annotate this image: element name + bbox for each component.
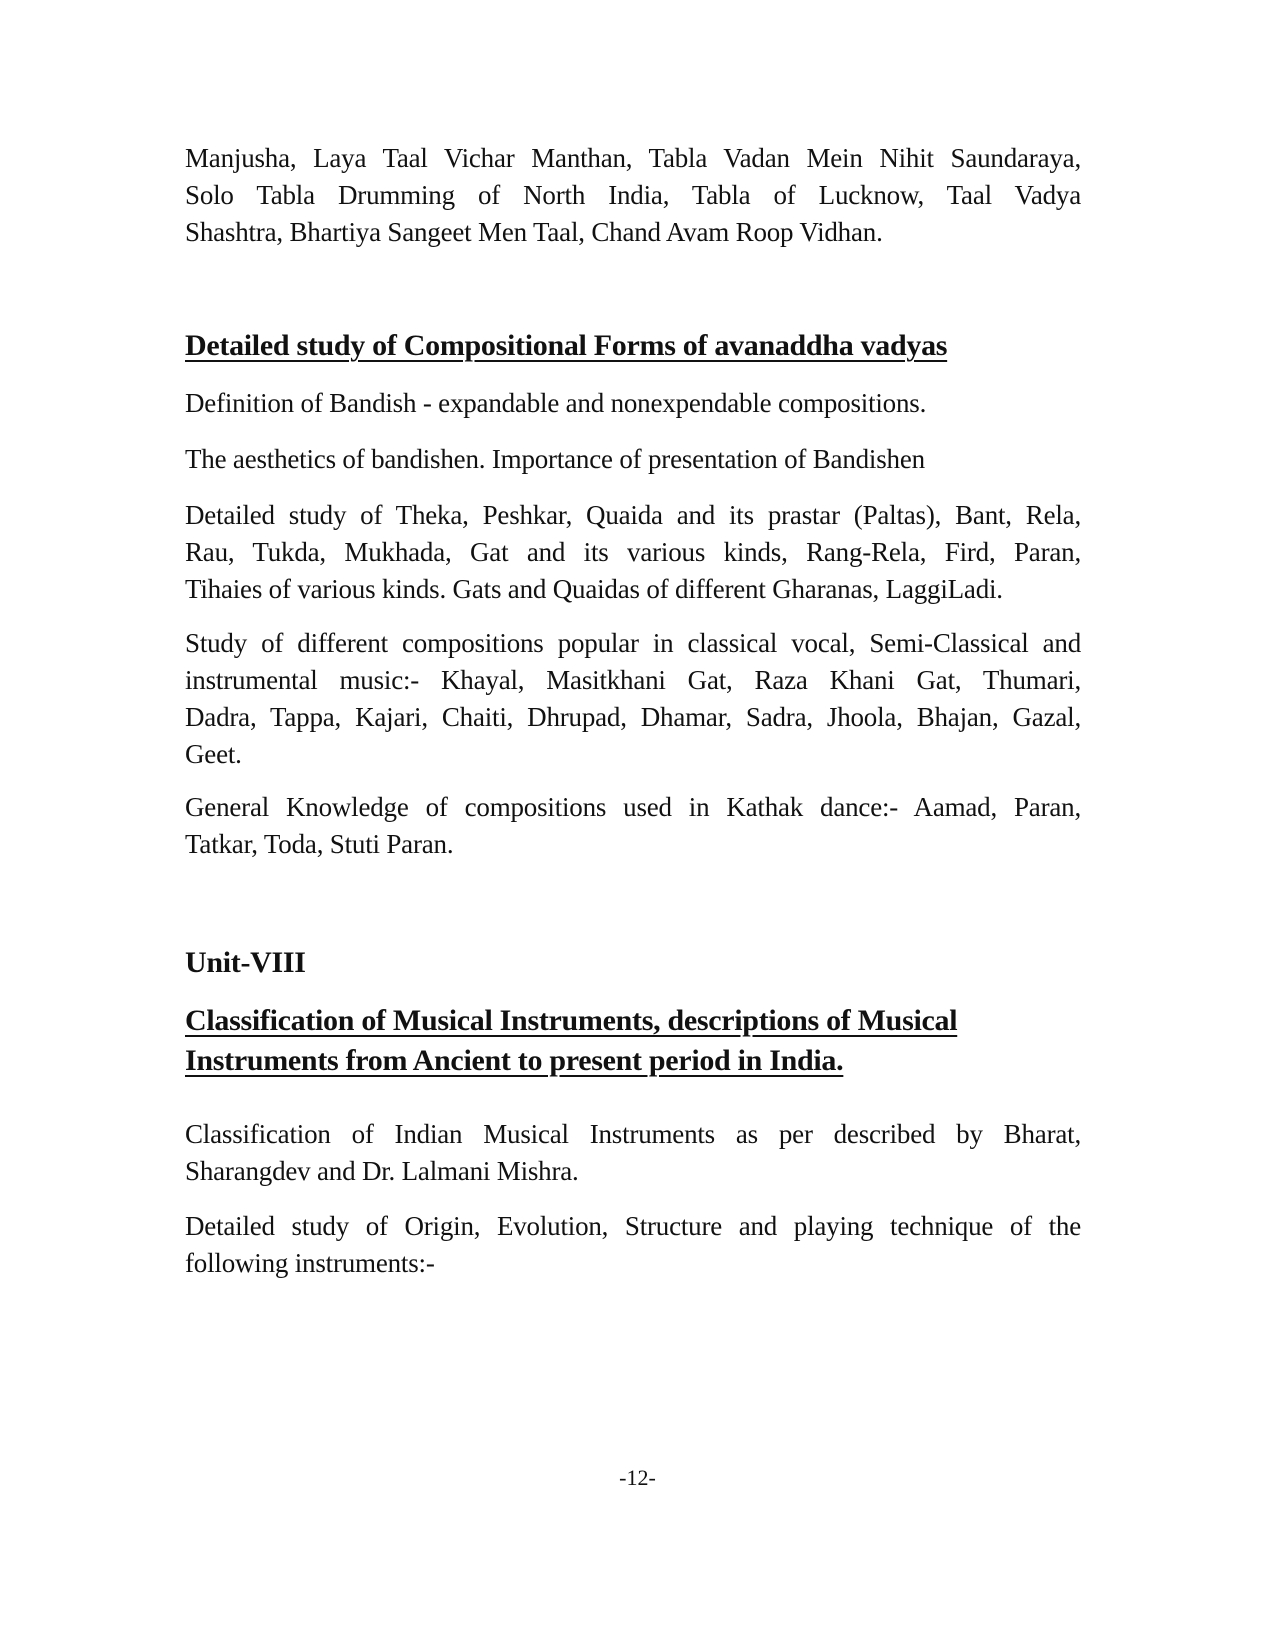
paragraph-line: Dadra, Tappa, Kajari, Chaiti, Dhrupad, Dhamar, Sadra, Jhoola, Bhajan, Gazal, <box>185 702 1081 732</box>
section-heading-compositional-forms: Detailed study of Compositional Forms of avanaddha vadyas <box>185 329 948 362</box>
paragraph-aesthetics <box>185 441 1081 478</box>
paragraph-line: Detailed study of Origin, Evolution, Structure and playing technique of the <box>185 1211 1081 1241</box>
paragraph-bandish-definition <box>185 385 1081 422</box>
paragraph-kathak-knowledge <box>185 789 1081 863</box>
paragraph-line: Rau, Tukda, Mukhada, Gat and its various kinds, Rang-Rela, Fird, Paran, <box>185 537 1081 567</box>
paragraph-line: Tihaies of various kinds. Gats and Quaidas of different Gharanas, LaggiLadi. <box>185 574 1003 604</box>
intro-line: Manjusha, Laya Taal Vichar Manthan, Tabla Vadan Mein Nihit Saundaraya, <box>185 143 1081 173</box>
paragraph-line: following instruments:- <box>185 1248 435 1278</box>
unit-heading-line: Instruments from Ancient to present period in India. <box>185 1044 844 1077</box>
intro-line: Shashtra, Bhartiya Sangeet Men Taal, Chand Avam Roop Vidhan. <box>185 217 883 247</box>
unit-heading-line: Classification of Musical Instruments, descriptions of Musical <box>185 1004 958 1037</box>
paragraph-line: instrumental music:- Khayal, Masitkhani Gat, Raza Khani Gat, Thumari, <box>185 665 1081 695</box>
paragraph-line: Tatkar, Toda, Stuti Paran. <box>185 829 454 859</box>
unit-heading <box>185 1001 1081 1081</box>
paragraph-line: General Knowledge of compositions used in Kathak dance:- Aamad, Paran, <box>185 792 1081 822</box>
paragraph-line: Definition of Bandish - expandable and nonexpendable compositions. <box>185 388 927 418</box>
paragraph-line: Study of different compositions popular in classical vocal, Semi-Classical and <box>185 628 1081 658</box>
page-number: -12- <box>619 1465 656 1490</box>
paragraph-line: Geet. <box>185 739 242 769</box>
paragraph-classification <box>185 1116 1081 1190</box>
paragraph-detailed-study <box>185 497 1081 608</box>
unit-title: Unit-VIII <box>185 946 306 979</box>
paragraph-compositions-study <box>185 625 1081 773</box>
paragraph-instruments-study <box>185 1208 1081 1282</box>
paragraph-line: Sharangdev and Dr. Lalmani Mishra. <box>185 1156 579 1186</box>
intro-line: Solo Tabla Drumming of North India, Tabla of Lucknow, Taal Vadya <box>185 180 1081 210</box>
paragraph-line: The aesthetics of bandishen. Importance of presentation of Bandishen <box>185 444 925 474</box>
intro-paragraph <box>185 140 1081 251</box>
paragraph-line: Detailed study of Theka, Peshkar, Quaida and its prastar (Paltas), Bant, Rela, <box>185 500 1081 530</box>
paragraph-line: Classification of Indian Musical Instruments as per described by Bharat, <box>185 1119 1081 1149</box>
